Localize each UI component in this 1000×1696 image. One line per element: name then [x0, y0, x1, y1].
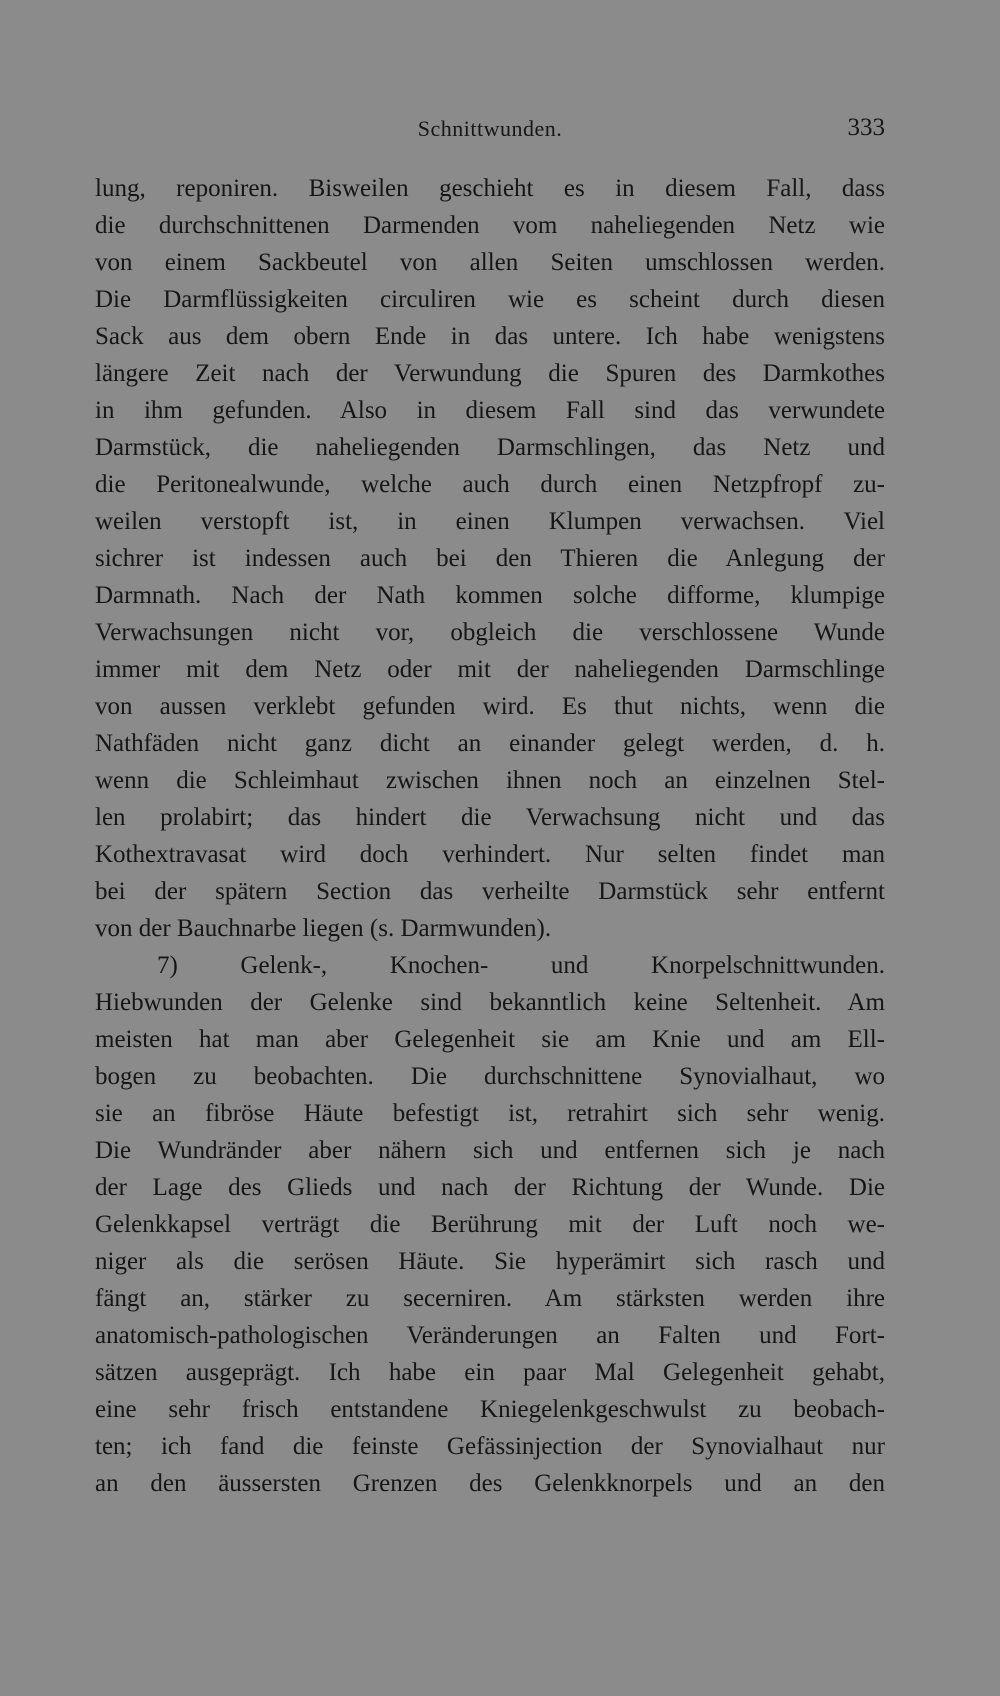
text-line: Sack aus dem obern Ende in das untere. Ich habe wenigstens — [95, 323, 885, 350]
text-line: meisten hat man aber Gelegenheit sie am Knie und am Ell- — [95, 1026, 885, 1053]
body-text — [95, 170, 885, 1502]
text-line: Die Darmflüssigkeiten circuliren wie es scheint durch diesen — [95, 286, 885, 313]
text-line: Kothextravasat wird doch verhindert. Nur selten findet man — [95, 841, 885, 868]
text-line: 7) Gelenk-, Knochen- und Knorpelschnittwunden. — [157, 952, 885, 979]
text-line: ten; ich fand die feinste Gefässinjection der Synovialhaut nur — [95, 1433, 885, 1460]
text-line: von der Bauchnarbe liegen (s. Darmwunden). — [95, 915, 552, 942]
text-line: Die Wundränder aber nähern sich und entfernen sich je nach — [95, 1137, 885, 1164]
text-line: bei der spätern Section das verheilte Darmstück sehr entfernt — [95, 878, 885, 905]
page-number: 333 — [847, 114, 885, 141]
text-line: von einem Sackbeutel von allen Seiten umschlossen werden. — [95, 249, 885, 276]
text-line: von aussen verklebt gefunden wird. Es thut nichts, wenn die — [95, 693, 885, 720]
text-line: sie an fibröse Häute befestigt ist, retrahirt sich sehr wenig. — [95, 1100, 885, 1127]
text-line: Hiebwunden der Gelenke sind bekanntlich keine Seltenheit. Am — [95, 989, 885, 1016]
text-line: in ihm gefunden. Also in diesem Fall sind das verwundete — [95, 397, 885, 424]
text-line: an den äussersten Grenzen des Gelenkknorpels und an den — [95, 1470, 885, 1497]
text-line: Darmnath. Nach der Nath kommen solche difforme, klumpige — [95, 582, 885, 609]
text-line: der Lage des Glieds und nach der Richtung der Wunde. Die — [95, 1174, 885, 1201]
text-line: die durchschnittenen Darmenden vom naheliegenden Netz wie — [95, 212, 885, 239]
running-title: Schnittwunden. — [417, 116, 563, 141]
text-line: bogen zu beobachten. Die durchschnittene Synovialhaut, wo — [95, 1063, 885, 1090]
text-line: wenn die Schleimhaut zwischen ihnen noch an einzelnen Stel- — [95, 767, 885, 794]
text-line: len prolabirt; das hindert die Verwachsung nicht und das — [95, 804, 885, 831]
page-header — [95, 112, 885, 148]
text-line: Darmstück, die naheliegenden Darmschlingen, das Netz und — [95, 434, 885, 461]
text-line: niger als die serösen Häute. Sie hyperämirt sich rasch und — [95, 1248, 885, 1275]
text-line: lung, reponiren. Bisweilen geschieht es in diesem Fall, dass — [95, 175, 885, 202]
text-line: längere Zeit nach der Verwundung die Spuren des Darmkothes — [95, 360, 885, 387]
text-line: Nathfäden nicht ganz dicht an einander gelegt werden, d. h. — [95, 730, 885, 757]
text-line: sichrer ist indessen auch bei den Thieren die Anlegung der — [95, 545, 885, 572]
text-line: eine sehr frisch entstandene Kniegelenkgeschwulst zu beobach- — [95, 1396, 885, 1423]
text-line: weilen verstopft ist, in einen Klumpen verwachsen. Viel — [95, 508, 885, 535]
text-line: Verwachsungen nicht vor, obgleich die verschlossene Wunde — [95, 619, 885, 646]
text-line: Gelenkkapsel verträgt die Berührung mit der Luft noch we- — [95, 1211, 885, 1238]
text-line: anatomisch-pathologischen Veränderungen an Falten und Fort- — [95, 1322, 885, 1349]
text-line: immer mit dem Netz oder mit der naheliegenden Darmschlinge — [95, 656, 885, 683]
text-line: die Peritonealwunde, welche auch durch einen Netzpfropf zu- — [95, 471, 885, 498]
text-line: sätzen ausgeprägt. Ich habe ein paar Mal Gelegenheit gehabt, — [95, 1359, 885, 1386]
text-line: fängt an, stärker zu secerniren. Am stärksten werden ihre — [95, 1285, 885, 1312]
